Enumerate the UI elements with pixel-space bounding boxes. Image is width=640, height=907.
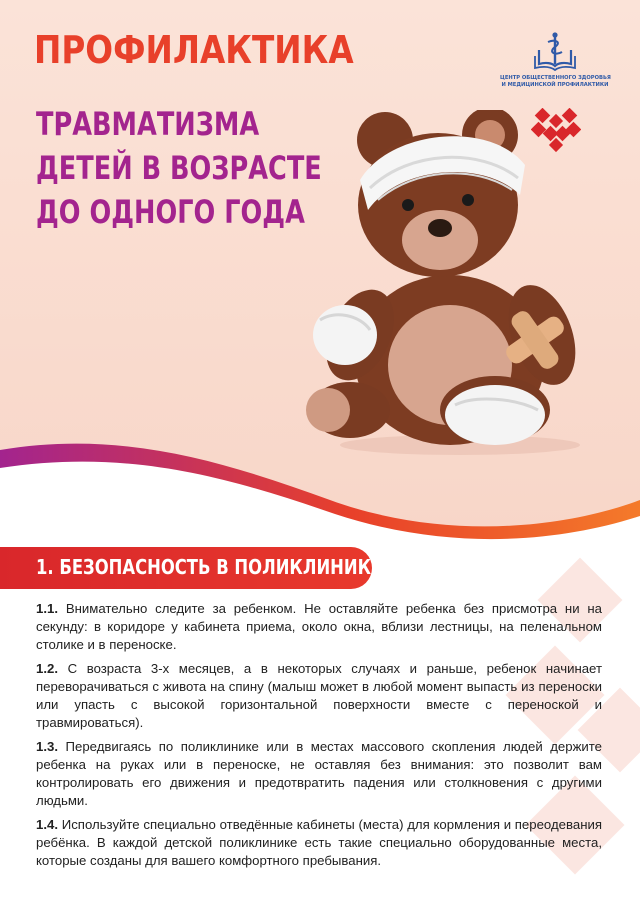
section-header [0, 547, 383, 589]
logo-text-line: И МЕДИЦИНСКОЙ ПРОФИЛАКТИКИ [501, 81, 609, 88]
item-text: Используйте специально отведённые кабинеты (места) для кормления и переодевания ребёнка. В каждой детской поликлинике есть такие специально оборудованные места, которые созданы для вашего комфортного пребывания. [36, 817, 602, 868]
organization-logo [500, 30, 610, 88]
page-subtitle [36, 102, 322, 234]
subtitle-line: ТРАВМАТИЗМА [36, 105, 260, 143]
page-title: ПРОФИЛАКТИКА [34, 28, 354, 72]
item-number: 1.1. [36, 601, 58, 616]
caduceus-book-icon [533, 30, 577, 72]
list-item [36, 600, 602, 654]
subtitle-line: ДЕТЕЙ В ВОЗРАСТЕ [36, 149, 322, 187]
list-item [36, 816, 602, 870]
advice-list [36, 600, 602, 876]
item-text: Внимательно следите за ребенком. Не оставляйте ребенка без присмотра ни на секунду: в коридоре у кабинета приема, около окна, вблизи лестницы, на пеленальном столике и в переноске. [36, 601, 602, 652]
logo-text-line: ЦЕНТР ОБЩЕСТВЕННОГО ЗДОРОВЬЯ [500, 75, 611, 81]
item-number: 1.4. [36, 817, 58, 832]
section-title: 1. БЕЗОПАСНОСТЬ В ПОЛИКЛИНИКЕ [36, 555, 383, 579]
item-text: С возраста 3-х месяцев, а в некоторых случаях и раньше, ребенок начинает переворачиваться с живота на спину (малыш может в любой момент выпасть из переноски или упасть с высокой горизонтальной поверхности вместе с переноской и травмироваться). [36, 661, 602, 730]
list-item [36, 660, 602, 732]
item-number: 1.3. [36, 739, 58, 754]
teddy-bear-illustration [290, 110, 610, 460]
item-text: Передвигаясь по поликлинике или в местах массового скопления людей держите ребенка на руках или в переноске, не оставляя без внимания: это позволит вам контролировать его движения и предотвратить падения или столкновения с другими людьми. [36, 739, 603, 808]
list-item [36, 738, 602, 810]
item-number: 1.2. [36, 661, 58, 676]
subtitle-line: ДО ОДНОГО ГОДА [36, 193, 305, 231]
